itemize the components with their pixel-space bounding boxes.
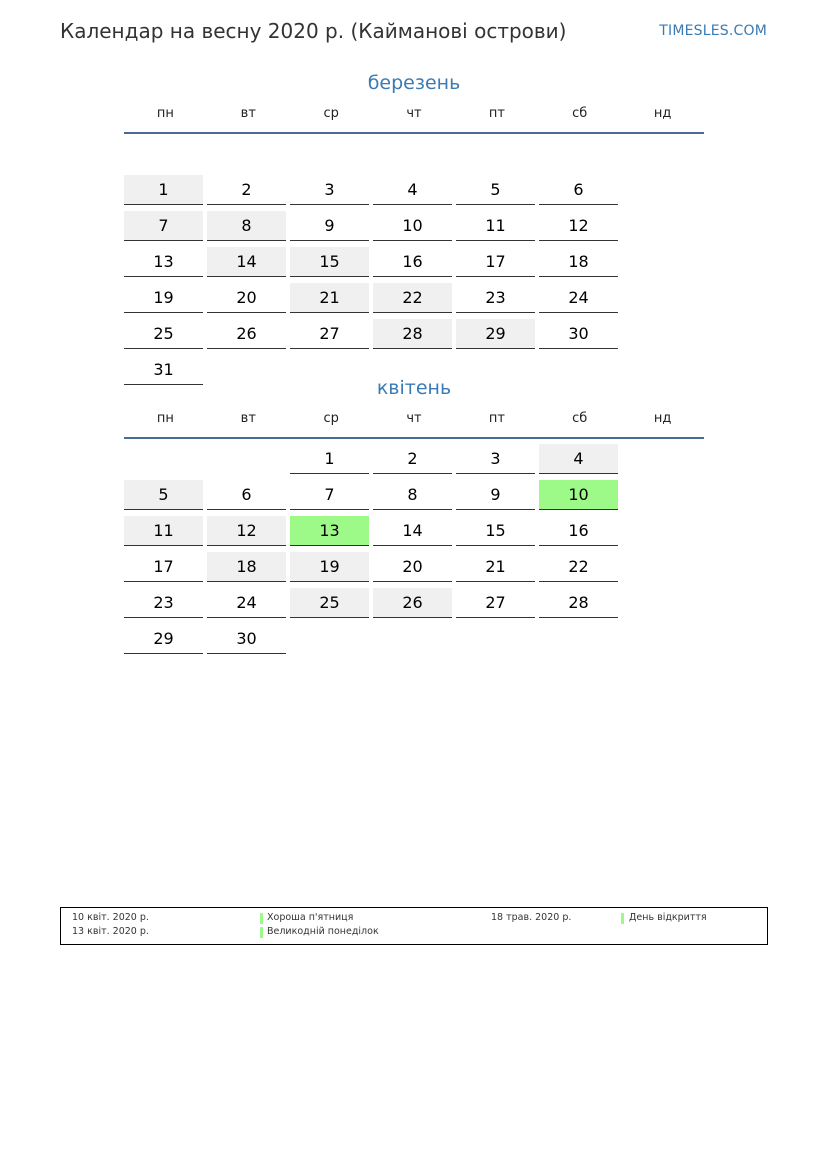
weekday-label: пн [156, 411, 174, 426]
day-cell: 3 [290, 175, 369, 205]
weekday-label: нд [653, 411, 672, 426]
empty-cell [207, 444, 286, 474]
day-cell: 21 [290, 283, 369, 313]
page-title: Календар на весну 2020 р. (Кайманові острови) [60, 19, 567, 43]
day-cell: 12 [207, 516, 286, 546]
day-cell: 22 [539, 552, 618, 582]
holiday-legend [60, 907, 768, 945]
day-cell: 5 [124, 480, 203, 510]
legend-color-bar [621, 913, 624, 924]
day-cell: 19 [290, 552, 369, 582]
day-cell: 3 [456, 444, 535, 474]
day-cell: 29 [456, 319, 535, 349]
legend-color-bar [260, 927, 263, 938]
weekday-header [124, 411, 704, 431]
day-cell: 4 [373, 175, 452, 205]
day-cell: 7 [124, 211, 203, 241]
weekday-label: пт [488, 106, 505, 121]
weekday-label: сб [572, 411, 588, 426]
legend-holiday-name: Хороша п'ятниця [267, 912, 354, 923]
legend-date: 13 квіт. 2020 р. [72, 926, 149, 937]
day-cell: 24 [207, 588, 286, 618]
holiday-day-cell: 13 [290, 516, 369, 546]
day-cell: 30 [207, 624, 286, 654]
day-cell: 4 [539, 444, 618, 474]
day-cell: 6 [539, 175, 618, 205]
day-cell: 20 [207, 283, 286, 313]
legend-color-bar [260, 913, 263, 924]
day-cell: 9 [456, 480, 535, 510]
day-cell: 31 [124, 355, 203, 385]
day-cell: 14 [373, 516, 452, 546]
day-cell: 20 [373, 552, 452, 582]
day-cell: 13 [124, 247, 203, 277]
day-cell: 18 [207, 552, 286, 582]
weekday-label: ср [323, 411, 339, 426]
day-cell: 17 [456, 247, 535, 277]
day-cell: 8 [373, 480, 452, 510]
day-cell: 11 [124, 516, 203, 546]
day-cell: 10 [373, 211, 452, 241]
day-cell: 2 [207, 175, 286, 205]
day-cell: 14 [207, 247, 286, 277]
empty-cell [207, 139, 286, 169]
day-cell: 23 [124, 588, 203, 618]
empty-cell [539, 139, 618, 169]
day-cell: 23 [456, 283, 535, 313]
legend-date: 18 трав. 2020 р. [491, 912, 572, 923]
empty-cell [290, 139, 369, 169]
empty-cell [373, 139, 452, 169]
weekday-label: сб [572, 106, 588, 121]
month-calendar [124, 375, 704, 660]
empty-cell [124, 139, 203, 169]
weekday-label: ср [323, 106, 339, 121]
month-name: березень [367, 72, 461, 94]
day-cell: 16 [373, 247, 452, 277]
day-cell: 19 [124, 283, 203, 313]
header-divider [124, 437, 704, 439]
day-cell: 26 [373, 588, 452, 618]
day-cell: 28 [373, 319, 452, 349]
day-cell: 21 [456, 552, 535, 582]
empty-cell [124, 444, 203, 474]
month-name: квітень [376, 377, 452, 399]
day-cell: 30 [539, 319, 618, 349]
brand-logo[interactable]: TIMESLES.COM [659, 23, 767, 39]
weekday-label: вт [240, 106, 256, 121]
day-cell: 28 [539, 588, 618, 618]
day-cell: 29 [124, 624, 203, 654]
weekday-header [124, 106, 704, 126]
day-cell: 27 [456, 588, 535, 618]
day-cell: 26 [207, 319, 286, 349]
day-cell: 7 [290, 480, 369, 510]
day-cell: 16 [539, 516, 618, 546]
day-cell: 27 [290, 319, 369, 349]
day-cell: 5 [456, 175, 535, 205]
day-cell: 24 [539, 283, 618, 313]
day-cell: 25 [290, 588, 369, 618]
empty-cell [456, 139, 535, 169]
day-cell: 8 [207, 211, 286, 241]
legend-date: 10 квіт. 2020 р. [72, 912, 149, 923]
day-cell: 17 [124, 552, 203, 582]
day-cell: 1 [290, 444, 369, 474]
day-cell: 1 [124, 175, 203, 205]
legend-holiday-name: Великодній понеділок [267, 926, 379, 937]
day-cell: 9 [290, 211, 369, 241]
day-cell: 2 [373, 444, 452, 474]
month-calendar [124, 70, 704, 391]
day-grid [124, 139, 704, 391]
header-divider [124, 132, 704, 134]
day-grid [124, 444, 704, 660]
day-cell: 12 [539, 211, 618, 241]
weekday-label: чт [406, 411, 422, 426]
day-cell: 6 [207, 480, 286, 510]
weekday-label: нд [653, 106, 672, 121]
holiday-day-cell: 10 [539, 480, 618, 510]
legend-holiday-name: День відкриття [629, 912, 707, 923]
weekday-label: чт [406, 106, 422, 121]
day-cell: 11 [456, 211, 535, 241]
day-cell: 18 [539, 247, 618, 277]
weekday-label: вт [240, 411, 256, 426]
weekday-label: пт [488, 411, 505, 426]
day-cell: 15 [456, 516, 535, 546]
day-cell: 15 [290, 247, 369, 277]
day-cell: 25 [124, 319, 203, 349]
weekday-label: пн [156, 106, 174, 121]
day-cell: 22 [373, 283, 452, 313]
